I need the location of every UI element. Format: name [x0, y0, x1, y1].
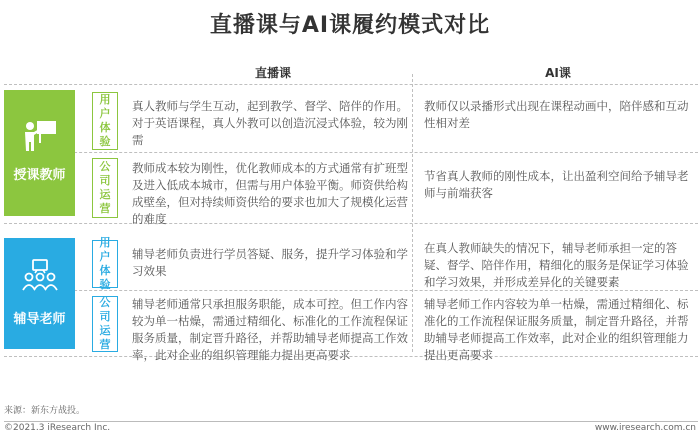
cell-live-tutor-experience: 辅导老师负责进行学员答疑、服务，提升学习体验和学习效果 — [132, 247, 408, 278]
cell-ai-tutor-operations: 辅导老师工作内容较为单一枯燥，需通过精细化、标准化的工作流程保证服务质量，制定晋升路径，并帮助辅导老师提高工作效率，此对企业的组织管理能力提出更高要求 — [424, 297, 689, 362]
subcategory-operations — [92, 158, 118, 218]
cell-live-tutor-operations: 辅导老师通常只承担服务职能，成本可控。但工作内容较为单一枯燥，需通过精细化、标准化的工作流程保证服务质量，制定晋升路径，并帮助辅导老师提高工作效率，此对企业的组织管理能力提出更高要求 — [132, 297, 408, 362]
group-teacher-block — [4, 90, 75, 216]
cell-ai-tutor-experience: 在真人教师缺失的情况下，辅导老师承担一定的答疑、督学、陪伴作用，精细化的服务是保证学习体验和学习效果，并形成差异化的关键要素 — [424, 241, 689, 289]
row-divider — [4, 84, 698, 85]
website: www.iresearch.com.cn — [594, 423, 696, 433]
group-label: 授课教师 — [13, 168, 66, 183]
page-title: 直播课与AI课履约模式对比 — [209, 13, 491, 38]
subcategory-user-experience — [92, 236, 118, 291]
group-label: 辅导老师 — [13, 312, 66, 327]
column-header-live: 直播课 — [254, 66, 291, 80]
subcategory-label: 用户体验 — [99, 236, 111, 291]
cell-ai-teacher-experience: 教师仅以录播形式出现在课程动画中，陪伴感和互动性相对差 — [424, 99, 689, 130]
subcategory-label: 公司运营 — [99, 296, 111, 351]
group-tutor-block — [4, 238, 75, 349]
row-divider — [4, 152, 698, 153]
subcategory-user-experience — [92, 92, 118, 150]
subcategory-label: 用户体验 — [99, 93, 111, 148]
copyright: ©2021.3 iResearch Inc. — [4, 423, 111, 433]
footer-divider — [4, 421, 698, 422]
source-note: 来源：新东方战投。 — [4, 406, 86, 416]
column-divider — [412, 74, 413, 352]
cell-live-teacher-experience: 真人教师与学生互动，起到教学、督学、陪伴的作用。对于英语课程，真人外教可以创造沉浸式体验，较为刚需 — [132, 99, 408, 147]
subcategory-label: 公司运营 — [99, 160, 111, 215]
teacher-icon — [22, 118, 58, 154]
tutor-group-icon — [22, 258, 58, 294]
cell-ai-teacher-operations: 节省真人教师的刚性成本，让出盈利空间给予辅导老师与前端获客 — [424, 169, 689, 200]
subcategory-operations — [92, 296, 118, 352]
cell-live-teacher-operations: 教师成本较为刚性，优化教师成本的方式通常有扩班型及进入低成本城市，但需与用户体验平衡。师资供给构成壁垒，但对持续师资供给的要求也加大了规模化运营的难度 — [132, 161, 408, 226]
column-header-ai: AI课 — [545, 66, 571, 80]
